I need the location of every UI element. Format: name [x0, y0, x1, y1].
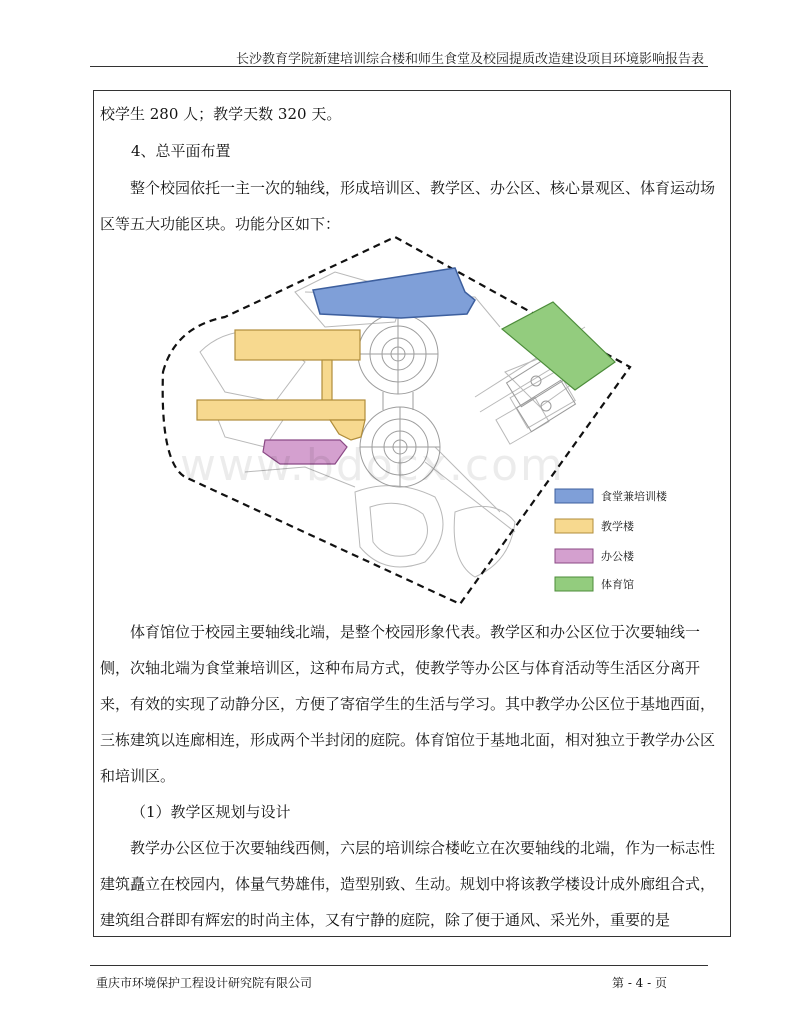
header-divider	[90, 66, 708, 67]
intro-paragraph: 整个校园依托一主一次的轴线，形成培训区、教学区、办公区、核心景观区、体育运动场区等五大功能区块。功能分区如下：	[100, 179, 716, 233]
canteen-training-building	[313, 268, 475, 318]
student-count-line: 校学生 280 人；教学天数 320 天。	[100, 105, 342, 123]
watermark: www.bdocx.com	[180, 440, 565, 491]
teaching-corridor	[322, 360, 332, 402]
page-number: 第 - 4 - 页	[612, 976, 668, 990]
teaching-building-north	[235, 330, 360, 360]
legend-swatch-teaching	[555, 519, 593, 533]
teaching-area-subheading: （1）教学区规划与设计	[131, 803, 291, 821]
legend-label-canteen: 食堂兼培训楼	[601, 490, 667, 503]
layout-paragraph: 体育馆位于校园主要轴线北端，是整个校园形象代表。教学区和办公区位于次要轴线一侧，次轴北端为食堂兼培训区，这种布局方式，使教学等办公区与体育活动等生活区分离开来，有效的实现了动静分区，方便了寄宿学生的生活与学习。其中教学办公区位于基地西面，三栋建筑以连廊相连，形成两个半封闭的庭院。体育馆位于基地北面，相对独立于教学办公区和培训区。	[100, 623, 716, 785]
site-plan-figure	[155, 232, 667, 607]
gymnasium	[502, 302, 615, 390]
legend-label-teaching: 教学楼	[601, 520, 634, 533]
legend-label-office: 办公楼	[601, 550, 634, 563]
footer-organization: 重庆市环境保护工程设计研究院有限公司	[96, 976, 313, 990]
teaching-building-link	[330, 420, 365, 440]
legend-swatch-gym	[555, 577, 593, 591]
report-header-title: 长沙教育学院新建培训综合楼和师生食堂及校园提质改造建设项目环境影响报告表	[235, 52, 704, 67]
footer-divider	[90, 965, 708, 966]
section-heading-layout: 4、总平面布置	[131, 142, 231, 160]
legend-swatch-canteen	[555, 489, 593, 503]
teaching-building-south	[197, 400, 365, 420]
site-plan-svg	[155, 232, 667, 607]
teaching-area-paragraph: 教学办公区位于次要轴线西侧，六层的培训综合楼屹立在次要轴线的北端，作为一标志性建筑矗立在校园内，体量气势雄伟，造型别致、生动。规划中将该教学楼设计成外廊组合式，建筑组合群即有辉宏的时尚主体，又有宁静的庭院，除了便于通风、采光外，重要的是	[100, 839, 716, 929]
legend-swatch-office	[555, 549, 593, 563]
legend-label-gym: 体育馆	[601, 578, 634, 591]
